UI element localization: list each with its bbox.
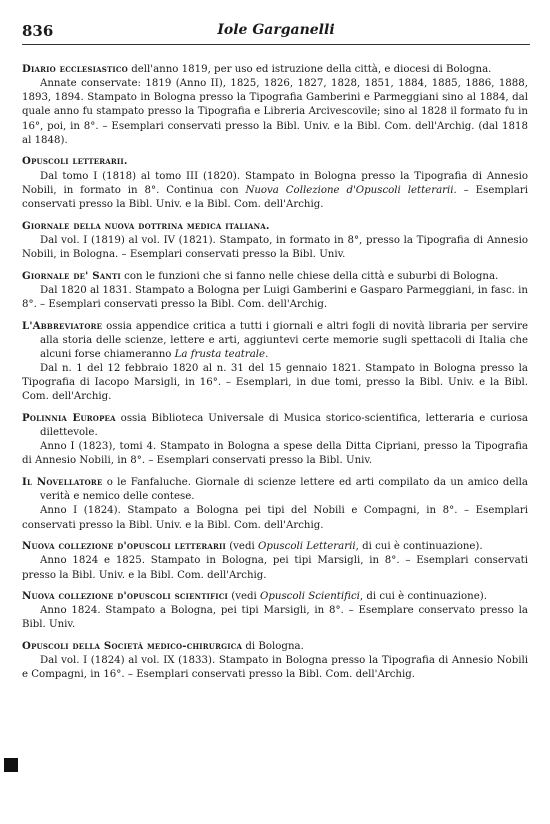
entry-title: Opuscoli letterarii. xyxy=(22,155,128,168)
entry-heading xyxy=(22,219,528,234)
entry-heading xyxy=(22,639,528,654)
entry-heading xyxy=(22,539,528,554)
entry-title-rest: dell'anno 1819, per uso ed istruzione della città, e diocesi di Bologna. xyxy=(127,64,492,75)
entry-heading xyxy=(22,411,528,440)
entry-title-rest: (vedi xyxy=(228,591,261,603)
header-rule xyxy=(22,44,530,45)
entry-title: Opuscoli della Società medico-chirurgica xyxy=(22,640,243,653)
entry-heading xyxy=(22,475,528,504)
entry-title: Giornale de' Santi xyxy=(22,269,121,282)
entry-details: Anno 1824 e 1825. Stampato in Bologna, pei tipi Marsigli, in 8°. – Esemplari conservati presso la Bibl. Univ. e la Bibl. Com. dell'Archig. xyxy=(22,555,528,581)
entry-heading xyxy=(22,269,528,284)
entry-heading xyxy=(22,589,528,604)
entry-abbreviatore xyxy=(22,319,528,405)
entry-title-rest: ossia Biblioteca Universale di Musica storico-scientifica, letteraria e curiosa dilettevole. xyxy=(40,412,528,439)
entry-details: Dal n. 1 del 12 febbraio 1820 al n. 31 del 15 gennaio 1821. Stampato in Bologna presso la Tipografia di Iacopo Marsigli, in 16°. – Esemplari, in due tomi, presso la Bibl. Univ. e la Bibl. Com. dell'Archig. xyxy=(22,362,528,403)
entry-details: Anno 1824. Stampato a Bologna, pei tipi Marsigli, in 8°. – Esemplare conservato presso la Bibl. Univ. xyxy=(22,605,528,631)
entry-nuova-collezione-scientifici xyxy=(22,589,528,632)
entry-title: Giornale della nuova dottrina medica italiana. xyxy=(22,219,270,232)
entry-title: L'Abbreviatore xyxy=(22,319,103,332)
entry-details: Dal 1820 al 1831. Stampato a Bologna per Luigi Gamberini e Gasparo Parmeggiani, in fasc. in 8°. – Esemplari conservati presso la Bibl. Com. dell'Archig. xyxy=(22,284,528,310)
entry-heading xyxy=(22,62,528,77)
entry-details: Dal vol. I (1824) al vol. IX (1833). Stampato in Bologna presso la Tipografia di Annesio Nobili e Compagni, in 16°. – Esemplari conservati presso la Bibl. Com. dell'Archig. xyxy=(22,655,528,681)
entry-details: Dal vol. I (1819) al vol. IV (1821). Stampato, in formato in 8°, presso la Tipografia di Annesio Nobili, in Bologna. – Esemplari conservati presso la Bibl. Univ. xyxy=(22,234,528,260)
entry-heading xyxy=(22,154,528,169)
scan-margin-mark xyxy=(4,758,18,772)
entry-title-rest: di Bologna. xyxy=(242,641,304,653)
entry-title-rest: (vedi xyxy=(225,541,258,553)
entry-details: Anno I (1824). Stampato a Bologna pei tipi del Nobili e Compagni, in 8°. – Esemplari conservati presso la Bibl. Univ. e la Bibl. Com. dell'Archig. xyxy=(22,505,528,531)
catalog-body xyxy=(22,62,528,689)
entry-title: Nuova collezione d'opuscoli scientifici xyxy=(22,590,228,603)
entry-details-italic: Nuova Collezione d'Opuscoli letterarii xyxy=(245,184,454,196)
entry-title: Il Novellatore xyxy=(22,476,103,489)
entry-title-italic: Opuscoli Letterarii xyxy=(257,541,356,553)
entry-title-end: , di cui è continuazione). xyxy=(355,541,483,553)
entry-giornale-de-santi xyxy=(22,269,528,312)
page-header xyxy=(22,22,530,42)
entry-details-part: Dal tomo I (1818) al tomo III (1820). Stampato in Bologna presso la Tipografia di Annesio Nobili, in formato in 8°. Continua con xyxy=(22,170,528,196)
entry-opuscoli-letterarii xyxy=(22,154,528,212)
entry-heading xyxy=(22,319,528,362)
entry-title: Polinnia Europea xyxy=(22,411,116,424)
entry-giornale-dottrina-medica xyxy=(22,219,528,262)
entry-polinnia-europea xyxy=(22,411,528,469)
entry-details: Annate conservate: 1819 (Anno II), 1825, 1826, 1827, 1828, 1851, 1884, 1885, 1886, 1888, 1893, 1894. Stampato in Bologna presso la Tipografia Gamberini e Parmeggiani sino al 1884, dal quale anno fu stampato presso la Tipografia e Libreria Arcivescovile; sino al 1828 il formato fu in 16°, poi, in 8°. – Esemplari conservati presso la Bibl. Univ. e la Bibl. Com. dell'Archig. (dal 1818 al 1848). xyxy=(22,78,528,146)
entry-nuova-collezione-letterarii xyxy=(22,539,528,582)
running-title: Iole Garganelli xyxy=(217,22,335,38)
entry-details-part: . – Esemplari conservati presso la Bibl. Univ. e la Bibl. Com. dell'Archig. xyxy=(22,184,528,210)
entry-diario-ecclesiastico xyxy=(22,62,528,148)
entry-details: Anno I (1823), tomi 4. Stampato in Bologna a spese della Ditta Cipriani, presso la Tipografia di Annesio Nobili, in 8°. – Esemplari conservati presso la Bibl. Univ. xyxy=(22,441,528,467)
entry-title-end: , di cui è continuazione). xyxy=(359,591,487,603)
page-number: 836 xyxy=(22,22,54,40)
entry-title-end: . xyxy=(265,348,269,360)
entry-title-rest: con le funzioni che si fanno nelle chiese della città e suburbi di Bologna. xyxy=(120,270,499,282)
entry-details xyxy=(22,170,528,212)
entry-opuscoli-societa-medico-chirurgica xyxy=(22,639,528,682)
entry-title-rest: o le Fanfaluche. Giornale di scienze lettere ed arti compilato da un amico della verità e nemico delle contese. xyxy=(40,477,528,503)
entry-title-rest: ossia appendice critica a tutti i giornali e altri fogli di novità libraria per servire alla storia delle scienze, lettere e arti, aggiuntevi certe memorie sugli spettacoli di Italia che alcuni forse chiameranno xyxy=(40,320,528,360)
entry-title: Nuova collezione d'opuscoli letterarii xyxy=(22,540,226,553)
entry-novellatore xyxy=(22,475,528,533)
entry-title: Diario ecclesiastico xyxy=(22,63,128,75)
entry-title-italic: La frusta teatrale xyxy=(174,348,266,360)
entry-title-italic: Opuscoli Scientifici xyxy=(260,591,360,603)
